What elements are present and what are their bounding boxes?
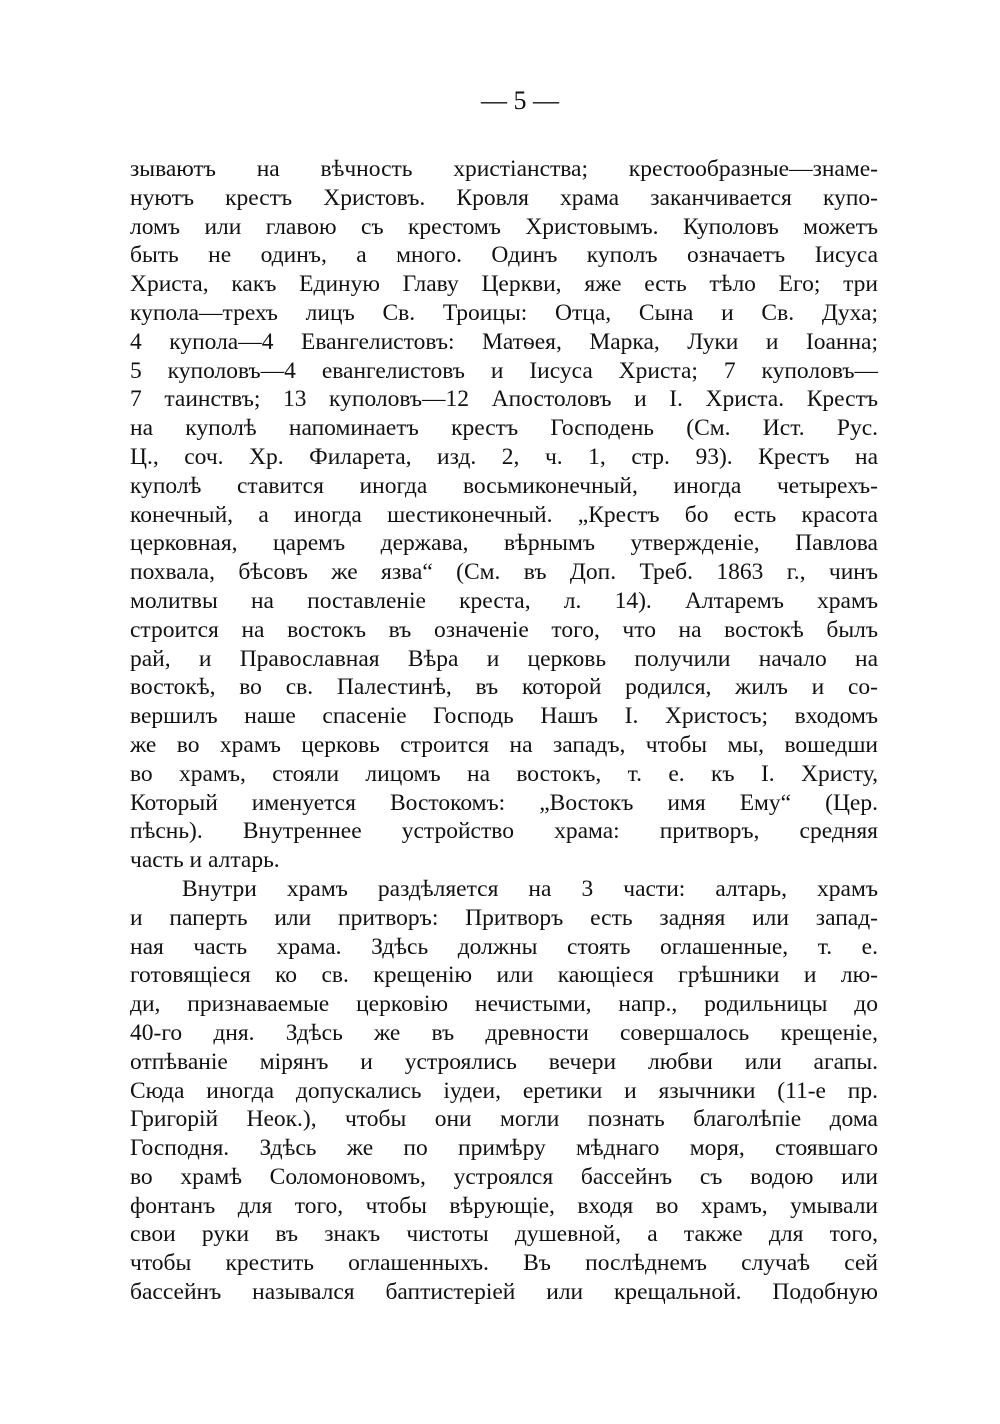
text-line: во храмѣ Соломоновомъ, устроялся бассейнъ съ водою или (130, 1163, 878, 1190)
text-line: Который именуется Востокомъ: „Востокъ имя Ему“ (Цер. (130, 789, 878, 816)
text-line: Григорій Неок.), чтобы они могли познать благолѣпіе дома (130, 1106, 878, 1133)
text-line: пѣснь). Внутреннее устройство храма: притворъ, средняя (130, 818, 878, 845)
text-line: ная часть храма. Здѣсь должны стоять оглашенные, т. е. (130, 933, 878, 960)
text-line: свои руки въ знакъ чистоты душевной, а также для того, (130, 1221, 878, 1248)
text-line: на куполѣ напоминаетъ крестъ Господень (См. Ист. Рус. (130, 415, 878, 442)
text-line: и паперть или притворъ: Притворъ есть задняя или запад- (130, 904, 878, 931)
text-line: церковная, царемъ держава, вѣрнымъ утвержденіе, Павлова (130, 530, 878, 557)
text-line: конечный, а иногда шестиконечный. „Крестъ бо есть красота (130, 501, 878, 528)
body-text (130, 155, 878, 1307)
text-line: 5 куполовъ—4 евангелистовъ и Іисуса Христа; 7 куполовъ— (130, 357, 878, 384)
text-line: во храмъ, стояли лицомъ на востокъ, т. е. къ І. Христу, (130, 760, 878, 787)
text-line: же во храмъ церковь строится на западъ, чтобы мы, вошедши (130, 731, 878, 758)
text-line: рай, и Православная Вѣра и церковь получили начало на (130, 645, 878, 672)
text-line: готовящіеся ко св. крещенію или кающіеся грѣшники и лю- (130, 962, 878, 989)
page-number: — 5 — (481, 86, 559, 115)
text-line: Христа, какъ Единую Главу Церкви, яже есть тѣло Его; три (130, 271, 878, 298)
text-line: ди, признаваемые церковію нечистыми, напр., родильницы до (130, 991, 878, 1018)
text-line: Внутри храмъ раздѣляется на 3 части: алтарь, храмъ (182, 875, 878, 902)
text-line: зываютъ на вѣчность христіанства; крестообразные—знаме- (130, 156, 878, 182)
text-line: Сюда иногда допускались іудеи, еретики и язычники (11-е пр. (130, 1077, 878, 1104)
text-line: купола—трехъ лицъ Св. Троицы: Отца, Сына и Св. Духа; (130, 299, 878, 326)
text-line: 40-го дня. Здѣсь же въ древности совершалось крещеніе, (130, 1019, 878, 1046)
text-line: куполѣ ставится иногда восьмиконечный, иногда четырехъ- (130, 472, 878, 499)
text-line: фонтанъ для того, чтобы вѣрующіе, входя во храмъ, умывали (130, 1192, 878, 1219)
text-line: востокѣ, во св. Палестинѣ, въ которой родился, жилъ и со- (130, 674, 878, 701)
text-line: отпѣваніе мірянъ и устроялись вечери любви или агапы. (130, 1048, 878, 1075)
text-line: молитвы на поставленіе креста, л. 14). Алтаремъ храмъ (130, 587, 878, 614)
text-line: нуютъ крестъ Христовъ. Кровля храма заканчивается купо- (130, 184, 878, 211)
text-line: 4 купола—4 Евангелистовъ: Матѳея, Марка, Луки и Іоанна; (130, 328, 878, 355)
text-line: часть и алтарь. (130, 847, 280, 874)
text-line: вершилъ наше спасеніе Господь Нашъ І. Христосъ; входомъ (130, 703, 878, 730)
text-line: бассейнъ назывался баптистеріей или крещальной. Подобную (130, 1279, 878, 1306)
text-line: ломъ или главою съ крестомъ Христовымъ. Куполовъ можетъ (130, 213, 878, 240)
text-line: Господня. Здѣсь же по примѣру мѣднаго моря, стоявшаго (130, 1135, 878, 1162)
text-line: Ц., соч. Хр. Филарета, изд. 2, ч. 1, стр. 93). Крестъ на (130, 443, 878, 470)
text-line: 7 таинствъ; 13 куполовъ—12 Апостоловъ и І. Христа. Крестъ (130, 386, 878, 413)
text-line: быть не одинъ, а много. Одинъ куполъ означаетъ Іисуса (130, 242, 878, 269)
text-line: чтобы крестить оглашенныхъ. Въ послѣднемъ случаѣ сей (130, 1250, 878, 1277)
text-line: похвала, бѣсовъ же язва“ (См. въ Доп. Треб. 1863 г., чинъ (130, 559, 878, 586)
text-line: строится на востокъ въ означеніе того, что на востокѣ былъ (130, 616, 878, 643)
